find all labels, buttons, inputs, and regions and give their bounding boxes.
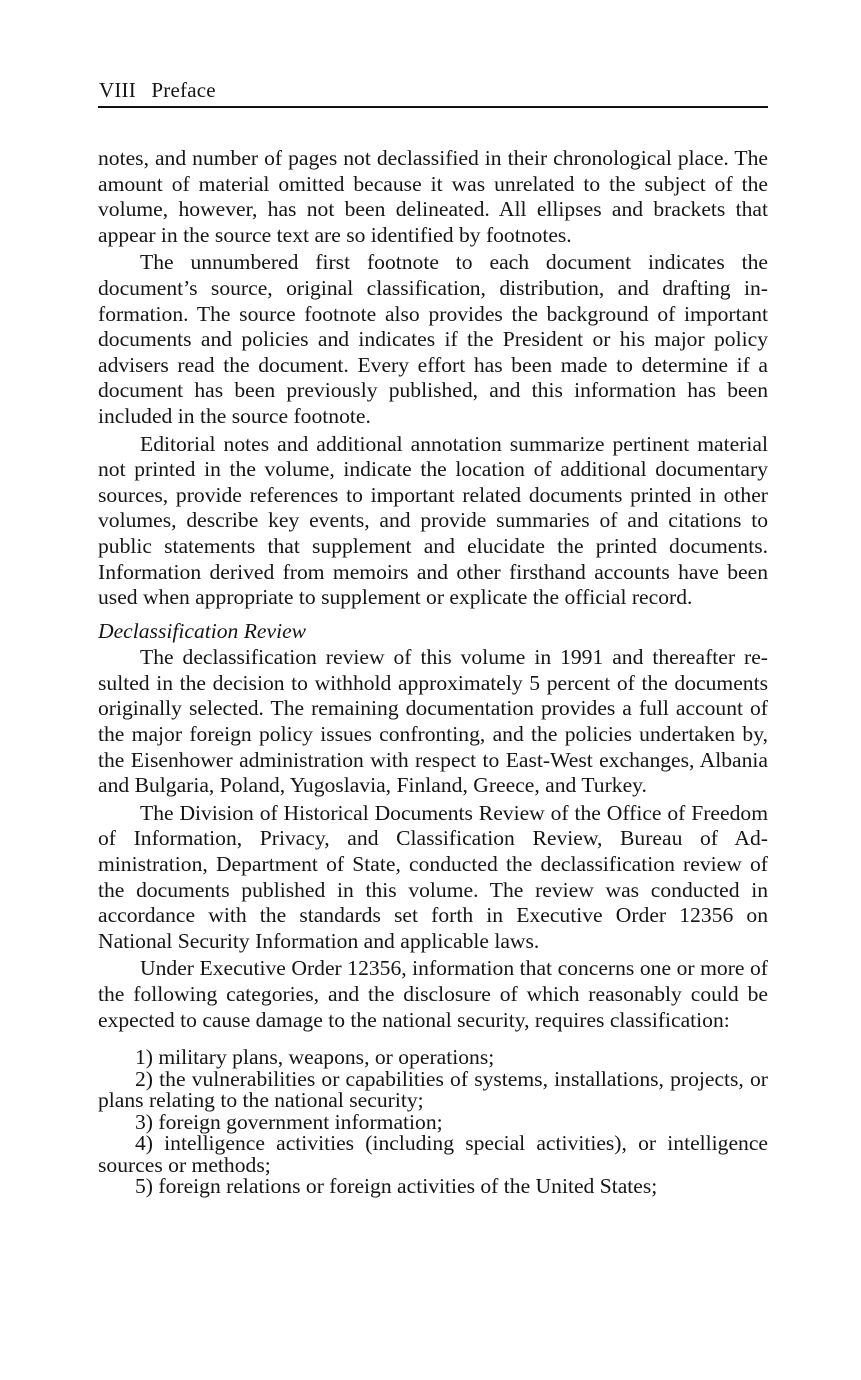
paragraph-executive-order: Under Executive Order 12356, information that concerns one or more of the following categories, and the disclosure of which reasonably could be expected to cause damage to the national security, requires classification: <box>98 956 768 1032</box>
list-item: 2) the vulnerabilities or capabilities of systems, installations, projects, or plans relating to the national security; <box>98 1066 768 1113</box>
list-item: 5) foreign relations or foreign activities of the United States; <box>135 1174 658 1199</box>
document-page <box>98 76 768 1198</box>
body-text <box>98 146 768 1198</box>
list-item: 4) intelligence activities (including special activities), or intelligence sources or methods; <box>98 1131 768 1177</box>
list-item: 3) foreign government information; <box>135 1109 443 1134</box>
paragraph-editorial-notes: Editorial notes and additional annotation summarize pertinent material not printed in the volume, indicate the location of additional documentary sources, provide references to important related documents printed in other volumes, describe key events, and provide summaries of and citations to public statements that supplement and elucidate the printed documents. Information derived from memoirs and other firsthand accounts have been used when appropriate to supplement or explicate the official record. <box>98 431 768 610</box>
paragraph-continued: notes, and number of pages not declassified in their chronological place. The amount of material omitted because it was unrelated to the subject of the volume, however, has not been delineated. All ellipses and brackets that appear in the source text are so identified by footnotes. <box>98 146 768 247</box>
paragraph-declassification-review: The declassification review of this volume in 1991 and thereafter resulted in the decision to withhold approximately 5 percent of the documents originally selected. The remaining documentation provides a full account of the major foreign policy issues confronting, and the policies undertaken by, the Eisenhower administration with respect to East-West exchanges, Albania and Bulgaria, Poland, Yugoslavia, Finland, Greece, and Turkey. <box>98 645 768 798</box>
classification-categories-list <box>98 1047 768 1198</box>
paragraph-division-review: The Division of Historical Documents Review of the Office of Freedom of Information, Privacy, and Classification Review, Bureau of Administration, Department of State, conducted the declassification review of the documents published in this volume. The review was conducted in accordance with the standards set forth in Executive Order 12356 on National Security Information and applicable laws. <box>98 800 768 953</box>
paragraph-source-footnote: The unnumbered first footnote to each document indicates the document’s source, original classification, distribution, and drafting information. The source footnote also provides the background of important documents and policies and indicates if the President or his major policy advisers read the document. Every effort has been made to determine if a document has been previously published, and this information has been included in the source footnote. <box>98 250 768 428</box>
page-header-title: Preface <box>151 78 216 102</box>
page-number: VIII <box>99 78 136 102</box>
section-heading: Declassification Review <box>98 618 307 643</box>
running-head <box>98 76 768 108</box>
list-item: 1) military plans, weapons, or operations; <box>135 1045 495 1070</box>
